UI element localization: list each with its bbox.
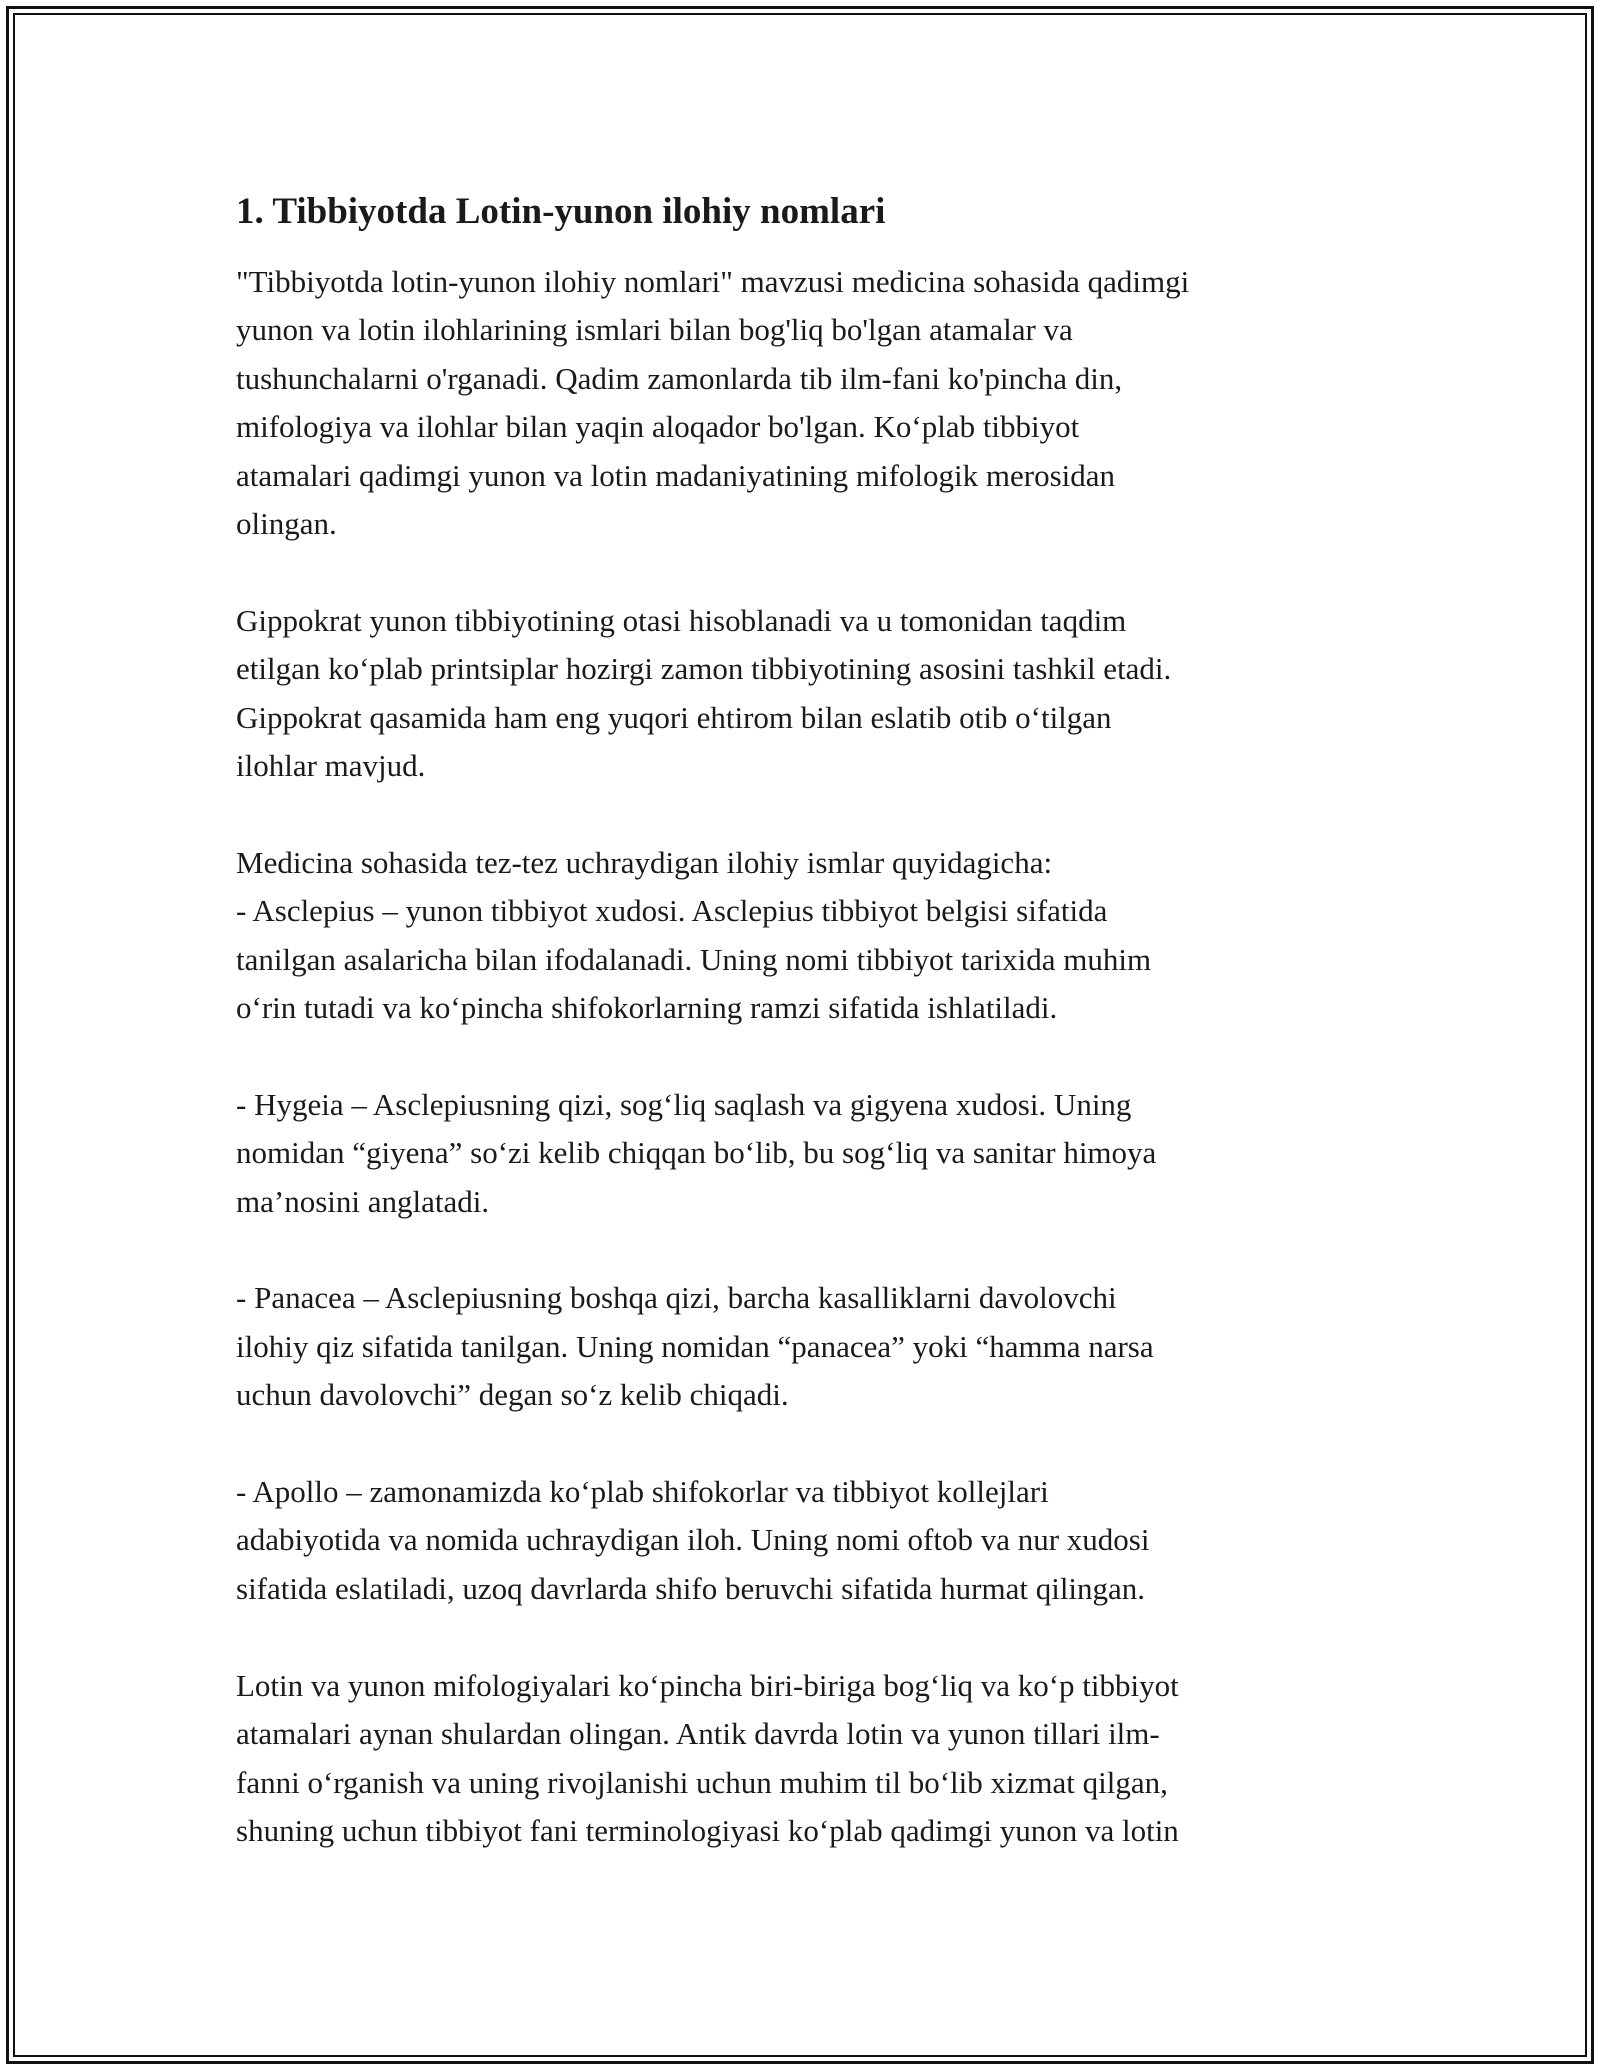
paragraph-gap [236, 1032, 1366, 1080]
text-line: sifatida eslatiladi, uzoq davrlarda shifo beruvchi sifatida hurmat qilingan. [236, 1570, 1146, 1606]
text-line: fanni o‘rganish va uning rivojlanishi uchun muhim til bo‘lib xizmat qilgan, [236, 1764, 1168, 1800]
text-line: mifologiya va ilohlar bilan yaqin aloqador bo'lgan. Ko‘plab tibbiyot [236, 409, 1080, 445]
text-line: "Tibbiyotda lotin-yunon ilohiy nomlari" mavzusi medicina sohasida qadimgi [236, 264, 1190, 299]
document-body [236, 258, 1366, 1855]
paragraph-gap [236, 1420, 1366, 1468]
text-line: ma’nosini anglatadi. [236, 1183, 490, 1219]
paragraph-gap [236, 1613, 1366, 1661]
text-line: olingan. [236, 506, 337, 542]
text-line: Medicina sohasida tez-tez uchraydigan ilohiy ismlar quyidagicha: [236, 844, 1053, 880]
text-line: atamalari qadimgi yunon va lotin madaniyatining mifologik merosidan [236, 457, 1116, 493]
text-line: Gippokrat qasamida ham eng yuqori ehtirom bilan eslatib otib o‘tilgan [236, 699, 1112, 735]
text-line: ilohiy qiz sifatida tanilgan. Uning nomidan “panacea” yoki “hamma narsa [236, 1328, 1154, 1364]
text-line: - Hygeia – Asclepiusning qizi, sog‘liq saqlash va gigyena xudosi. Uning [236, 1086, 1132, 1122]
text-line: o‘rin tutadi va ko‘pincha shifokorlarning ramzi sifatida ishlatiladi. [236, 990, 1058, 1026]
section-heading: 1. Tibbiyotda Lotin-yunon ilohiy nomlari [236, 191, 886, 232]
text-line: shuning uchun tibbiyot fani terminologiyasi ko‘plab qadimgi yunon va lotin [236, 1812, 1179, 1848]
text-line: uchun davolovchi” degan so‘z kelib chiqadi. [236, 1377, 789, 1413]
text-line: tanilgan asalaricha bilan ifodalanadi. Uning nomi tibbiyot tarixida muhim [236, 941, 1152, 977]
paragraph-gap [236, 1226, 1366, 1274]
text-line: atamalari aynan shulardan olingan. Antik davrda lotin va yunon tillari ilm- [236, 1716, 1160, 1752]
text-line: yunon va lotin ilohlarining ismlari bilan bog'liq bo'lgan atamalar va [236, 312, 1073, 348]
text-line: ilohlar mavjud. [236, 748, 426, 784]
paragraph-gap [236, 790, 1366, 838]
text-line: - Asclepius – yunon tibbiyot xudosi. Asclepius tibbiyot belgisi sifatida [236, 893, 1108, 929]
text-line: adabiyotida va nomida uchraydigan iloh. Uning nomi oftob va nur xudosi [236, 1522, 1150, 1558]
text-line: - Apollo – zamonamizda ko‘plab shifokorlar va tibbiyot kollejlari [236, 1474, 1049, 1510]
text-line: tushunchalarni o'rganadi. Qadim zamonlarda tib ilm-fani ko'pincha din, [236, 360, 1123, 396]
text-line: etilgan ko‘plab printsiplar hozirgi zamon tibbiyotining asosini tashkil etadi. [236, 651, 1172, 687]
text-line: - Panacea – Asclepiusning boshqa qizi, barcha kasalliklarni davolovchi [236, 1280, 1117, 1316]
text-line: nomidan “giyena” so‘zi kelib chiqqan bo‘lib, bu sog‘liq va sanitar himoya [236, 1135, 1157, 1171]
paragraph-gap [236, 548, 1366, 596]
text-line: Gippokrat yunon tibbiyotining otasi hisoblanadi va u tomonidan taqdim [236, 602, 1127, 638]
document-page [236, 188, 1366, 1855]
text-line: Lotin va yunon mifologiyalari ko‘pincha biri-biriga bog‘liq va ko‘p tibbiyot [236, 1667, 1179, 1703]
